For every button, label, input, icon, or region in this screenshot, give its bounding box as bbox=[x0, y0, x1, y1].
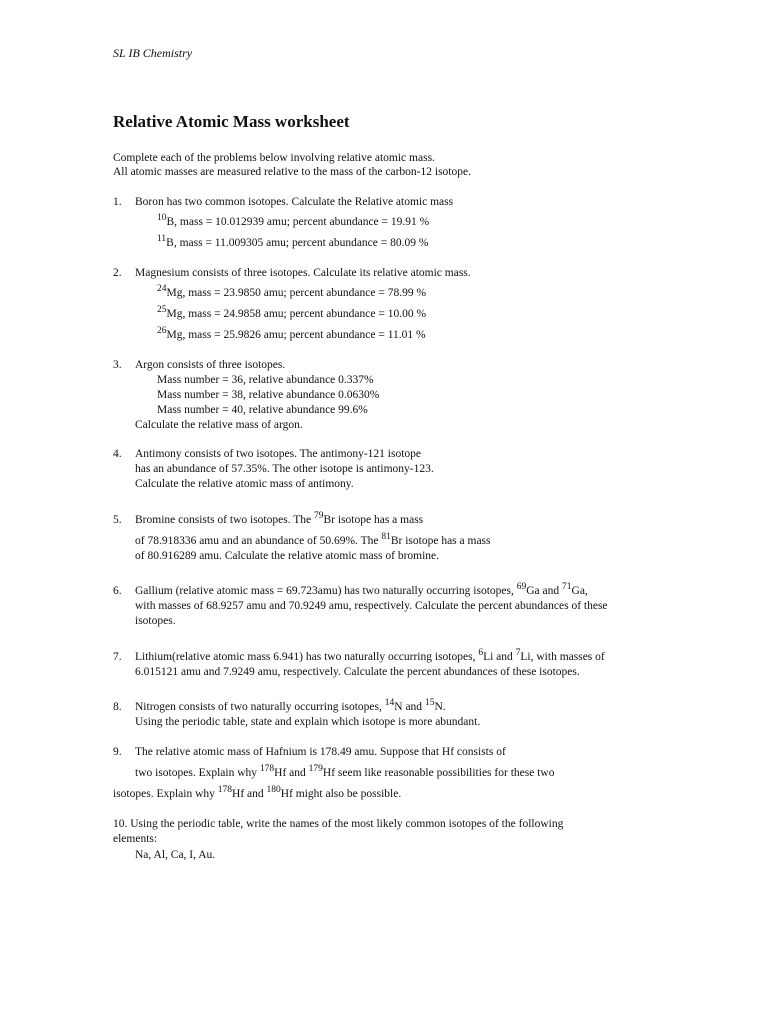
q3-mass-line: Mass number = 36, relative abundance 0.337% bbox=[157, 374, 374, 386]
q6-line-1: Gallium (relative atomic mass = 69.723amu) has two naturally occurring isotopes, $^{69}$Ga and $^{71}$Ga, bbox=[135, 582, 588, 597]
q6-number: 6. bbox=[113, 585, 122, 597]
q7-line-2: 6.015121 amu and 7.9249 amu, respectively. Calculate the percent abundances of these isotopes. bbox=[135, 666, 580, 678]
mass-number: 180 bbox=[266, 785, 281, 795]
q5-number: 5. bbox=[113, 514, 122, 526]
q2-number: 2. bbox=[113, 267, 122, 279]
intro-line-2: All atomic masses are measured relative to the mass of the carbon-12 isotope. bbox=[113, 166, 471, 178]
intro-line-1: Complete each of the problems below involving relative atomic mass. bbox=[113, 152, 435, 164]
q9-number: 9. bbox=[113, 746, 122, 758]
q3-text: Argon consists of three isotopes. bbox=[135, 359, 286, 371]
q10-line-1: 10. Using the periodic table, write the names of the most likely common isotopes of the following bbox=[113, 818, 564, 830]
q3-closing: Calculate the relative mass of argon. bbox=[135, 419, 303, 431]
mass-number: 178 bbox=[259, 764, 275, 774]
q2-isotope-line: $^{25}$Mg, mass = 24.9858 amu; percent abundance = 10.00 % bbox=[157, 305, 427, 320]
mass-number: 24 bbox=[157, 284, 167, 294]
q4-line: Calculate the relative atomic mass of antimony. bbox=[135, 478, 354, 490]
worksheet-title: Relative Atomic Mass worksheet bbox=[113, 112, 350, 131]
mass-number: 25 bbox=[157, 305, 167, 315]
q3-number: 3. bbox=[113, 359, 122, 371]
q1-isotope-line: $^{11}$B, mass = 11.009305 amu; percent abundance = 80.09 % bbox=[157, 234, 429, 249]
mass-number: 7 bbox=[515, 648, 521, 658]
q4-line: Antimony consists of two isotopes. The antimony-121 isotope bbox=[135, 448, 421, 460]
mass-number: 14 bbox=[384, 698, 395, 708]
q9-line-1: The relative atomic mass of Hafnium is 178.49 amu. Suppose that Hf consists of bbox=[135, 746, 506, 758]
q1-isotope-line: $^{10}$B, mass = 10.012939 amu; percent abundance = 19.91 % bbox=[157, 213, 430, 228]
q7-line-1: Lithium(relative atomic mass 6.941) has two naturally occurring isotopes, $^6$Li and $^7$Li, with masses of bbox=[135, 648, 605, 663]
mass-number: 71 bbox=[562, 582, 572, 592]
q10-line-2: elements: bbox=[113, 833, 158, 845]
mass-number: 26 bbox=[157, 326, 167, 336]
q8-number: 8. bbox=[113, 701, 122, 713]
q8-line-1: Nitrogen consists of two naturally occurring isotopes, $^{14}$N and $^{15}$N. bbox=[135, 698, 446, 713]
q1-text: Boron has two common isotopes. Calculate the Relative atomic mass bbox=[135, 196, 454, 208]
mass-number: 15 bbox=[424, 698, 435, 708]
q10-elements: Na, Al, Ca, I, Au. bbox=[135, 849, 216, 861]
mass-number: 6 bbox=[478, 648, 484, 658]
q5-line-1: Bromine consists of two isotopes. The $^{79}$Br isotope has a mass bbox=[135, 511, 424, 526]
q6-line-2: with masses of 68.9257 amu and 70.9249 amu, respectively. Calculate the percent abundances of these bbox=[135, 600, 608, 612]
mass-number: 81 bbox=[381, 532, 391, 542]
q9-line-3: isotopes. Explain why $^{178}$Hf and $^{180}$Hf might also be possible. bbox=[113, 785, 402, 800]
q5-line-3: of 80.916289 amu. Calculate the relative atomic mass of bromine. bbox=[135, 550, 440, 562]
q9-line-2: two isotopes. Explain why $^{178}$Hf and $^{179}$Hf seem like reasonable possibilities for these two bbox=[135, 764, 555, 779]
q7-number: 7. bbox=[113, 651, 122, 663]
q3-mass-line: Mass number = 40, relative abundance 99.6% bbox=[157, 404, 368, 416]
q4-number: 4. bbox=[113, 448, 122, 460]
q4-line: has an abundance of 57.35%. The other isotope is antimony-123. bbox=[135, 463, 434, 475]
q5-line-2: of 78.918336 amu and an abundance of 50.69%. The $^{81}$Br isotope has a mass bbox=[135, 532, 491, 547]
mass-number: 69 bbox=[516, 582, 527, 592]
mass-number: 179 bbox=[308, 764, 323, 774]
q8-line-2: Using the periodic table, state and explain which isotope is more abundant. bbox=[135, 716, 481, 728]
mass-number: 10 bbox=[157, 213, 167, 223]
mass-number: 11 bbox=[157, 234, 167, 244]
mass-number: 178 bbox=[217, 785, 233, 795]
q6-line-3: isotopes. bbox=[135, 615, 176, 627]
q2-isotope-line: $^{26}$Mg, mass = 25.9826 amu; percent abundance = 11.01 % bbox=[157, 326, 426, 341]
q1-number: 1. bbox=[113, 196, 122, 208]
course-header: SL IB Chemistry bbox=[113, 46, 193, 60]
q2-isotope-line: $^{24}$Mg, mass = 23.9850 amu; percent abundance = 78.99 % bbox=[157, 284, 427, 299]
q3-mass-line: Mass number = 38, relative abundance 0.0630% bbox=[157, 389, 380, 401]
mass-number: 79 bbox=[314, 511, 324, 521]
q2-text: Magnesium consists of three isotopes. Calculate its relative atomic mass. bbox=[135, 267, 471, 279]
